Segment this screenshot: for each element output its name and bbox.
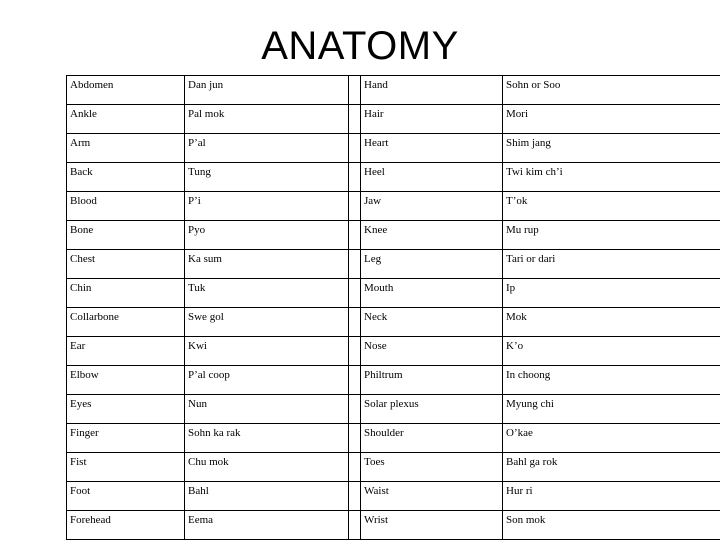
- korean-term-cell: P’i: [185, 192, 349, 221]
- english-term-cell: Wrist: [361, 511, 503, 540]
- korean-term-cell: Myung chi: [503, 395, 720, 424]
- english-term-cell: Jaw: [361, 192, 503, 221]
- english-term-cell: Blood: [67, 192, 185, 221]
- korean-term-cell: Ip: [503, 279, 720, 308]
- table-row: [67, 366, 720, 395]
- korean-term-cell: Bahl ga rok: [503, 453, 720, 482]
- spacer-cell: [349, 105, 361, 134]
- korean-term-cell: Mok: [503, 308, 720, 337]
- korean-term-cell: K’o: [503, 337, 720, 366]
- spacer-cell: [349, 221, 361, 250]
- table-row: [67, 453, 720, 482]
- english-term-cell: Eyes: [67, 395, 185, 424]
- english-term-cell: Chin: [67, 279, 185, 308]
- korean-term-cell: Mu rup: [503, 221, 720, 250]
- table-body: [67, 76, 720, 540]
- table-row: [67, 395, 720, 424]
- english-term-cell: Ear: [67, 337, 185, 366]
- korean-term-cell: Twi kim ch’i: [503, 163, 720, 192]
- english-term-cell: Finger: [67, 424, 185, 453]
- english-term-cell: Knee: [361, 221, 503, 250]
- english-term-cell: Shoulder: [361, 424, 503, 453]
- spacer-cell: [349, 308, 361, 337]
- table-row: [67, 279, 720, 308]
- korean-term-cell: Tari or dari: [503, 250, 720, 279]
- english-term-cell: Philtrum: [361, 366, 503, 395]
- spacer-cell: [349, 192, 361, 221]
- spacer-cell: [349, 279, 361, 308]
- spacer-cell: [349, 163, 361, 192]
- korean-term-cell: Pyo: [185, 221, 349, 250]
- english-term-cell: Back: [67, 163, 185, 192]
- english-term-cell: Neck: [361, 308, 503, 337]
- spacer-cell: [349, 76, 361, 105]
- spacer-cell: [349, 482, 361, 511]
- spacer-cell: [349, 337, 361, 366]
- korean-term-cell: Sohn ka rak: [185, 424, 349, 453]
- korean-term-cell: Hur ri: [503, 482, 720, 511]
- korean-term-cell: Sohn or Soo: [503, 76, 720, 105]
- english-term-cell: Leg: [361, 250, 503, 279]
- english-term-cell: Hand: [361, 76, 503, 105]
- table-row: [67, 134, 720, 163]
- korean-term-cell: Eema: [185, 511, 349, 540]
- english-term-cell: Elbow: [67, 366, 185, 395]
- korean-term-cell: Swe gol: [185, 308, 349, 337]
- table-row: [67, 511, 720, 540]
- english-term-cell: Ankle: [67, 105, 185, 134]
- spacer-cell: [349, 250, 361, 279]
- anatomy-vocabulary-table: [66, 75, 720, 540]
- korean-term-cell: Ka sum: [185, 250, 349, 279]
- english-term-cell: Forehead: [67, 511, 185, 540]
- korean-term-cell: O’kae: [503, 424, 720, 453]
- table-row: [67, 221, 720, 250]
- table-row: [67, 192, 720, 221]
- english-term-cell: Collarbone: [67, 308, 185, 337]
- english-term-cell: Fist: [67, 453, 185, 482]
- english-term-cell: Heart: [361, 134, 503, 163]
- english-term-cell: Waist: [361, 482, 503, 511]
- korean-term-cell: Mori: [503, 105, 720, 134]
- korean-term-cell: Bahl: [185, 482, 349, 511]
- english-term-cell: Mouth: [361, 279, 503, 308]
- korean-term-cell: T’ok: [503, 192, 720, 221]
- table-row: [67, 337, 720, 366]
- spacer-cell: [349, 366, 361, 395]
- spacer-cell: [349, 134, 361, 163]
- korean-term-cell: Nun: [185, 395, 349, 424]
- english-term-cell: Solar plexus: [361, 395, 503, 424]
- table-row: [67, 163, 720, 192]
- korean-term-cell: Son mok: [503, 511, 720, 540]
- korean-term-cell: P’al: [185, 134, 349, 163]
- korean-term-cell: Chu mok: [185, 453, 349, 482]
- korean-term-cell: Shim jang: [503, 134, 720, 163]
- page-title: ANATOMY: [261, 24, 459, 68]
- korean-term-cell: Tuk: [185, 279, 349, 308]
- table-row: [67, 424, 720, 453]
- table-row: [67, 105, 720, 134]
- korean-term-cell: Tung: [185, 163, 349, 192]
- english-term-cell: Nose: [361, 337, 503, 366]
- spacer-cell: [349, 424, 361, 453]
- korean-term-cell: Pal mok: [185, 105, 349, 134]
- english-term-cell: Heel: [361, 163, 503, 192]
- english-term-cell: Foot: [67, 482, 185, 511]
- english-term-cell: Abdomen: [67, 76, 185, 105]
- spacer-cell: [349, 453, 361, 482]
- korean-term-cell: In choong: [503, 366, 720, 395]
- english-term-cell: Chest: [67, 250, 185, 279]
- english-term-cell: Hair: [361, 105, 503, 134]
- spacer-cell: [349, 395, 361, 424]
- korean-term-cell: Kwi: [185, 337, 349, 366]
- table-row: [67, 76, 720, 105]
- korean-term-cell: Dan jun: [185, 76, 349, 105]
- spacer-cell: [349, 511, 361, 540]
- table-row: [67, 308, 720, 337]
- table-row: [67, 482, 720, 511]
- english-term-cell: Arm: [67, 134, 185, 163]
- korean-term-cell: P’al coop: [185, 366, 349, 395]
- table-row: [67, 250, 720, 279]
- english-term-cell: Bone: [67, 221, 185, 250]
- english-term-cell: Toes: [361, 453, 503, 482]
